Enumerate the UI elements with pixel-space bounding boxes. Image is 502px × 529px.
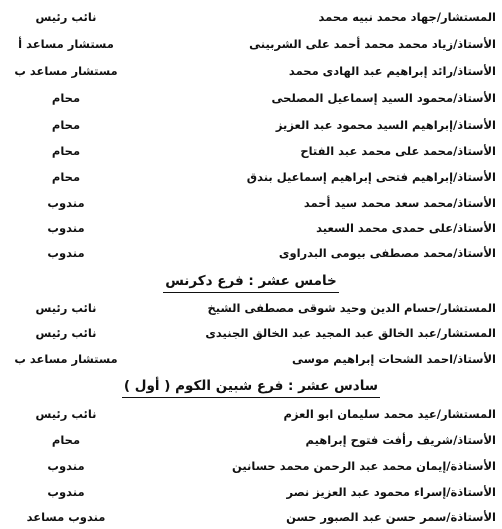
list-item <box>6 167 496 189</box>
member-role: مندوب مساعد <box>26 510 106 524</box>
member-name: الأستاذ/محمد مصطفى بيومى البدراوى <box>278 246 496 260</box>
member-role: مستشار مساعد ب <box>14 64 118 78</box>
member-name: الأستاذ/احمد الشحات إبراهيم موسى <box>292 352 496 366</box>
member-role: مندوب <box>47 246 85 260</box>
member-name: الأستاذ/على حمدى محمد السعيد <box>316 221 496 235</box>
member-role: نائب رئيس <box>35 407 97 421</box>
list-item <box>6 61 496 83</box>
list-item <box>6 507 496 529</box>
member-name: المستشار/عبد الخالق عبد المجيد عبد الخالق الجنيدى <box>205 326 496 340</box>
member-name: الأستاذ/محمد على محمد عبد الفتاح <box>300 144 496 158</box>
member-role: محام <box>51 144 81 158</box>
member-name: المستشار/عيد محمد سليمان ابو العزم <box>283 407 496 421</box>
section-heading <box>0 271 502 293</box>
member-name: المستشار/جهاد محمد نبيه محمد <box>318 10 496 24</box>
member-role: نائب رئيس <box>35 326 97 340</box>
member-role: محام <box>51 433 81 447</box>
list-item <box>6 34 496 56</box>
member-name: الأستاذ/زياد محمد محمد أحمد على الشربينى <box>249 37 496 51</box>
list-item <box>6 7 496 29</box>
member-role: مستشار مساعد أ <box>18 37 114 51</box>
list-item <box>6 323 496 345</box>
member-role: مندوب <box>47 196 85 210</box>
list-item <box>6 298 496 320</box>
list-item <box>6 349 496 371</box>
list-item <box>6 404 496 426</box>
list-item <box>6 193 496 215</box>
list-item <box>6 482 496 504</box>
member-name: الأستاذ/رائد إبراهيم عبد الهادى محمد <box>288 64 496 78</box>
member-name: الأستاذ/إبراهيم السيد محمود عبد العزيز <box>275 118 496 132</box>
list-item <box>6 456 496 478</box>
list-item <box>6 218 496 240</box>
member-name: الأستاذ/محمد سعد محمد سيد أحمد <box>303 196 496 210</box>
member-name: الأستاذ/شريف رأفت فتوح إبراهيم <box>305 433 496 447</box>
member-name: الأستاذة/سمر حسن عبد الصبور حسن <box>286 510 496 524</box>
member-role: نائب رئيس <box>35 301 97 315</box>
member-role: محام <box>51 170 81 184</box>
member-name: الأستاذة/إيمان محمد عبد الرحمن محمد حسانين <box>232 459 496 473</box>
list-item <box>6 141 496 163</box>
member-name: الأستاذ/إبراهيم فتحى إبراهيم إسماعيل بندق <box>246 170 496 184</box>
member-role: نائب رئيس <box>35 10 97 24</box>
member-role: مندوب <box>47 221 85 235</box>
member-name: الأستاذ/محمود السيد إسماعيل المصلحى <box>271 91 496 105</box>
member-role: محام <box>51 91 81 105</box>
list-item <box>6 115 496 137</box>
section-heading-text: خامس عشر : فرع دكرنس <box>163 271 339 293</box>
member-name: المستشار/حسام الدين وحيد شوقى مصطفى الشيخ <box>207 301 496 315</box>
section-heading <box>0 376 502 398</box>
member-role: محام <box>51 118 81 132</box>
member-role: مندوب <box>47 459 85 473</box>
section-heading-text: سادس عشر : فرع شبين الكوم ( أول ) <box>122 376 380 398</box>
member-role: مندوب <box>47 485 85 499</box>
member-role: مستشار مساعد ب <box>14 352 118 366</box>
member-name: الأستاذة/إسراء محمود عبد العزيز نصر <box>286 485 496 499</box>
list-item <box>6 88 496 110</box>
list-item <box>6 430 496 452</box>
list-item <box>6 243 496 265</box>
